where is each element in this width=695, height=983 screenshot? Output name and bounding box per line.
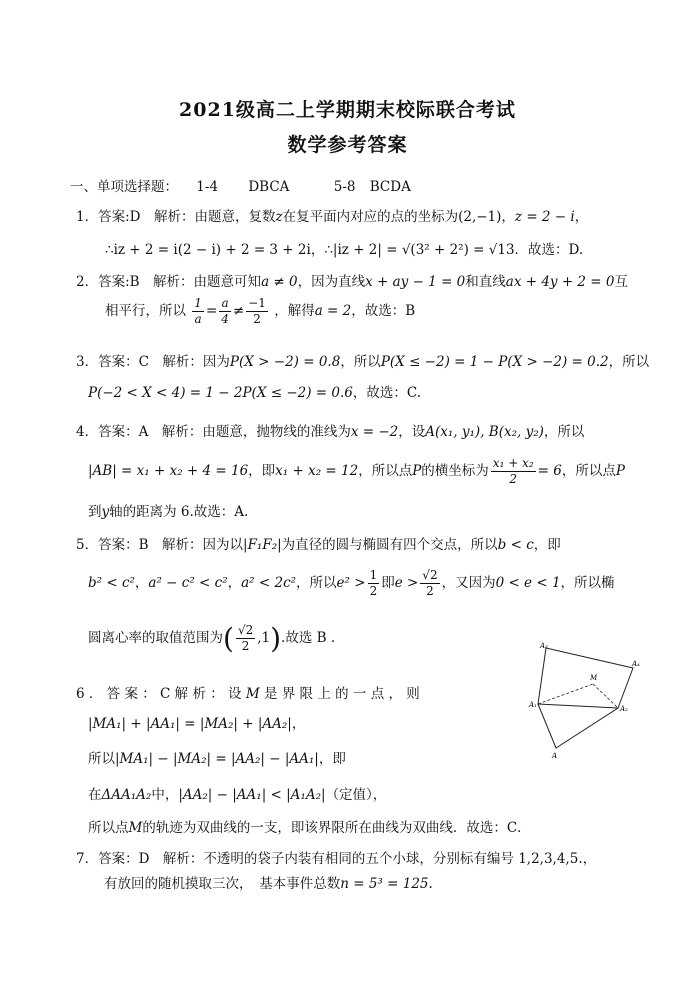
answers-group-2: BCDA [369,179,411,195]
q4-line-2: |AB| = x₁ + x₂ + 4 = 16，即x₁ + x₂ = 12，所以点P的横坐标为 $\frac{\text{x₁ + x₂}}{2}$ = 6，所以点P [88,456,625,486]
q3-line-1: 3．答案：C 解析：因为P(X > −2) = 0.8，所以P(X ≤ −2) = 1 − P(X > −2) = 0.2，所以 [76,354,650,370]
q5-line-2: b² < c²，a² − c² < c²，a² < 2c²，所以e² > $\frac{1}{2}$ 即e > $\frac{√2}{2}$ ，又因为0 < e < 1，所以椭 [88,568,615,598]
q5-line-3: 圆离心率的取值范围为( $\frac{√2}{2}$ ,1).故选 B . [88,622,336,655]
page-title: 2021级高二上学期期末校际联合考试 [179,99,516,121]
diagram-segment-ma1 [538,684,593,704]
q2-line-1: 2．答案:B 解析：由题意可知a ≠ 0，因为直线x + ay − 1 = 0和直线ax + 4y + 2 = 0互 [76,274,629,290]
q2-line-2: 相平行，所以 $\frac{1}{a}$ = $\frac{a}{4}$ ≠ $\frac{-1}{2}$ ，解得a = 2，故选：B [105,296,416,326]
q6-line-2: |MA₁| + |AA₁| = |MA₂| + |AA₂|， [88,716,306,732]
page-subtitle: 数学参考答案 [287,134,408,156]
answers-range-2: 5-8 [333,179,356,195]
section1-heading: 一、单项选择题： [70,179,178,195]
q7-line-1: 7．答案：D 解析：不透明的袋子内装有相同的五个小球，分别标有编号 1,2,3,4,5.， [76,851,597,867]
q4-line-3: 到y轴的距离为 6.故选：A. [88,504,249,520]
label-a4: A₄ [632,660,640,668]
q6-line-4: 在ΔAA₁A₂中，|AA₂| − |AA₁| < |A₁A₂|（定值）， [88,787,387,803]
answers-range-1: 1-4 [196,179,219,195]
q3-line-2: P(−2 < X < 4) = 1 − 2P(X ≤ −2) = 0.6，故选：C. [88,385,421,401]
q1-line-1: 1．答案:D 解析：由题意，复数z在复平面内对应的点的坐标为(2,−1)，z = 2 − i， [76,209,589,225]
label-a2: A₂ [620,705,628,713]
q5-line-1: 5．答案：B 解析：因为以|F₁F₂|为直径的圆与椭圆有四个交点，所以b < c，即 [76,537,561,553]
q6-line-3: 所以|MA₁| − |MA₂| = |AA₂| − |AA₁|，即 [88,751,346,767]
label-a1: A₁ [529,701,537,709]
section1-summary [70,175,411,195]
q4-line-1: 4．答案：A 解析：由题意，抛物线的准线为x = −2，设A(x₁, y₁), B(x₂, y₂)，所以 [76,424,585,440]
label-a: A [552,752,558,760]
q6-line-5: 所以点M的轨迹为双曲线的一支，即该界限所在曲线为双曲线．故选：C． [88,820,531,836]
q1-line-2: ∴iz + 2 = i(2 − i) + 2 = 3 + 2i，∴|iz + 2| = √(3² + 2²) = √13．故选：D. [105,242,584,258]
answers-group-1: DBCA [248,179,290,195]
diagram-segment-a1a2 [538,704,618,708]
diagram-boundary [538,648,633,748]
q7-line-2: 有放回的随机摸取三次， 基本事件总数n = 5³ = 125. [104,876,433,892]
q6-line-1: 6 ． 答 案 ： C 解 析 ： 设 M 是 界 限 上 的 一 点 ， 则 [76,686,420,702]
label-a3: A₃ [540,642,548,650]
label-m: M [590,674,598,682]
q6-diagram [528,640,648,765]
diagram-segment-ma2 [593,684,618,708]
